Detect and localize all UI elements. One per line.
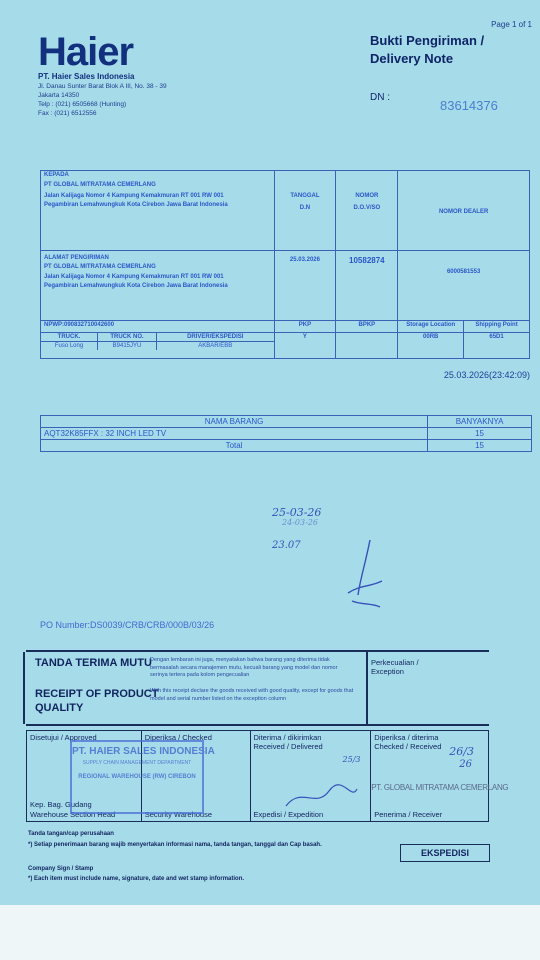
receipt-title-id: TANDA TERIMA MUTU [35, 657, 152, 669]
driver-label: DRIVER/EKSPEDISI [157, 333, 274, 342]
receiver-company-stamp: PT. GLOBAL MITRATAMA CEMERLANG [371, 783, 509, 792]
item-name-header: NAMA BARANG [41, 416, 428, 428]
bpkp-value [336, 333, 398, 359]
nomor-sub: D.O.V/SO [353, 205, 381, 211]
approved-label: Disetujui / Approved [30, 733, 97, 742]
document-title [370, 32, 484, 68]
alamat-name: PT GLOBAL MITRATAMA CEMERLANG [44, 264, 156, 270]
footer-note-en: *) Each item must include name, signature, date and wet stamp information. [28, 876, 245, 882]
nomor-header [336, 171, 398, 251]
item-qty: 15 [428, 428, 532, 440]
dn-number: 83614376 [440, 98, 498, 113]
tanggal-header [274, 171, 336, 251]
handwritten-date-receiver-1: 26/3 [449, 745, 474, 758]
warehouse-head-label-1: Kep. Bag. Gudang [30, 800, 92, 809]
handwritten-date-1: 25-03-26 [272, 506, 322, 519]
dealer-label: NOMOR DEALER [438, 209, 489, 215]
pkp-label: PKP [274, 321, 336, 333]
warehouse-stamp [70, 740, 215, 814]
security-warehouse-label: Security Warehouse [144, 810, 213, 819]
tanggal-value: 25.03.2026 [274, 251, 336, 321]
receipt-text-id: Dengan lembaran ini juga, menyatakan bahwa barang yang diterima tidak bermasalah secara manajemen mutu, kecuali barang yang model dan nomor serinya tertera pada kolom pengecualian [150, 657, 338, 678]
warehouse-head-label-2: Warehouse Section Head [30, 810, 116, 819]
bpkp-label: BPKP [336, 321, 398, 333]
exception-box [366, 652, 491, 724]
print-timestamp: 25.03.2026(23:42:09) [443, 370, 530, 380]
receiver-checked-label-1: Diperiksa / diterima [374, 733, 439, 742]
item-qty-header: BANYAKNYA [428, 416, 532, 428]
handwritten-date-delivered: 25/3 [342, 755, 361, 764]
footer-sign-label: Tanda tangan/cap perusahaan [28, 831, 114, 837]
delivered-label-1: Diterima / dikirimkan [253, 733, 322, 742]
company-telp: Telp : (021) 6505668 (Hunting) [38, 101, 127, 108]
shipping-point-value: 65D1 [464, 333, 530, 359]
handwritten-date-2: 24-03-26 [282, 518, 318, 527]
dealer-header [398, 171, 530, 251]
page-indicator: Page 1 of 1 [491, 20, 532, 29]
document-title-id: Bukti Pengiriman / [370, 33, 485, 48]
receiver-checked-label-2: Checked / Received [374, 742, 442, 751]
company-address-2: Jakarta 14350 [38, 92, 80, 99]
delivered-cell [250, 731, 371, 822]
expedition-label: Expedisi / Expedition [253, 810, 324, 819]
company-name: PT. Haier Sales Indonesia [38, 72, 135, 81]
nomor-value: 10582874 [336, 251, 398, 321]
storage-location-label: Storage Location [398, 321, 464, 333]
tanggal-label: TANGGAL [290, 193, 320, 199]
npwp: NPWP:090832710042600 [41, 321, 275, 333]
copy-label: EKSPEDISI [400, 844, 490, 862]
haier-logo: Haier [38, 30, 134, 74]
alamat-address-1: Jalan Kalijaga Nomor 4 Kampung Kemakmuran RT 001 RW 001 [44, 274, 224, 280]
kepada-address-2: Pegambiran Lemahwungkuk Kota Cirebon Jawa Barat Indonesia [44, 202, 228, 208]
dn-label: DN : [370, 92, 390, 103]
truck-no-value: B9415JYU [98, 342, 157, 351]
stamp-department: SUPPLY CHAIN MANAGEMENT DEPARTMENT [82, 760, 192, 766]
delivered-label-2: Received / Delivered [253, 742, 323, 751]
kepada-address-1: Jalan Kalijaga Nomor 4 Kampung Kemakmuran RT 001 RW 001 [44, 193, 224, 199]
shipping-point-label: Shipping Point [464, 321, 530, 333]
shipment-info-table [40, 170, 530, 359]
kepada-name: PT GLOBAL MITRATAMA CEMERLANG [44, 182, 156, 188]
receiver-cell [371, 731, 509, 822]
tanggal-sub: D.N [299, 205, 311, 211]
alamat-address-2: Pegambiran Lemahwungkuk Kota Cirebon Jawa Barat Indonesia [44, 283, 228, 289]
total-value: 15 [428, 440, 532, 452]
handwritten-time: 23.07 [272, 540, 301, 551]
driver-value: AKBAR/EBB [157, 342, 274, 351]
truck-subtable [41, 333, 274, 350]
kepada-label: KEPADA [44, 172, 69, 178]
footer-company-sign: Company Sign / Stamp [28, 866, 94, 872]
stamp-company: PT. HAIER SALES INDONESIA [72, 746, 215, 757]
receipt-title-en-1: RECEIPT OF PRODUCT [35, 688, 159, 700]
alamat-label: ALAMAT PENGIRIMAN [44, 255, 109, 261]
checked-label: Diperiksa / Checked [144, 733, 212, 742]
truck-cell [41, 333, 275, 359]
alamat-cell [41, 251, 275, 321]
table-row [41, 428, 532, 440]
truck-label: TRUCK. [41, 333, 98, 342]
dealer-value: 6000581553 [398, 251, 530, 321]
footer-note-id: *) Setiap penerimaan barang wajib menyertakan informasi nama, tanda tangan, tanggal dan Cap basah. [28, 842, 322, 848]
items-table [40, 415, 532, 452]
signature-expedition [281, 781, 361, 811]
stamp-warehouse: REGIONAL WAREHOUSE (RW) CIREBON [78, 774, 196, 780]
handwritten-date-receiver-2: 26 [459, 759, 472, 770]
nomor-label: NOMOR [355, 193, 379, 199]
truck-value: Fuso Long [41, 342, 98, 351]
receiver-label: Penerima / Receiver [374, 810, 443, 819]
storage-location-value: 00RB [398, 333, 464, 359]
pkp-value: Y [274, 333, 336, 359]
document-title-en: Delivery Note [370, 51, 454, 66]
item-name: AQT32K85FFX : 32 INCH LED TV [41, 428, 428, 440]
receipt-text-en: With this receipt declare the goods received with good quality, except for goods that model and serial number listed on the exception column [150, 688, 354, 702]
receipt-left-bracket [23, 652, 28, 724]
truck-no-label: TRUCK NO. [98, 333, 157, 342]
quality-receipt-block [26, 650, 489, 726]
kepada-cell [41, 171, 275, 251]
company-address-1: Jl. Danau Sunter Barat Blok A III, No. 38 - 39 [38, 83, 167, 90]
company-fax: Fax : (021) 6512556 [38, 110, 97, 117]
exception-label: Perkecualian / Exception [371, 658, 419, 676]
signature-main [340, 535, 390, 615]
po-number: PO Number:DS0039/CRB/CRB/000B/03/26 [40, 620, 215, 630]
total-label: Total [41, 440, 428, 452]
receipt-title-en-2: QUALITY [35, 702, 84, 714]
